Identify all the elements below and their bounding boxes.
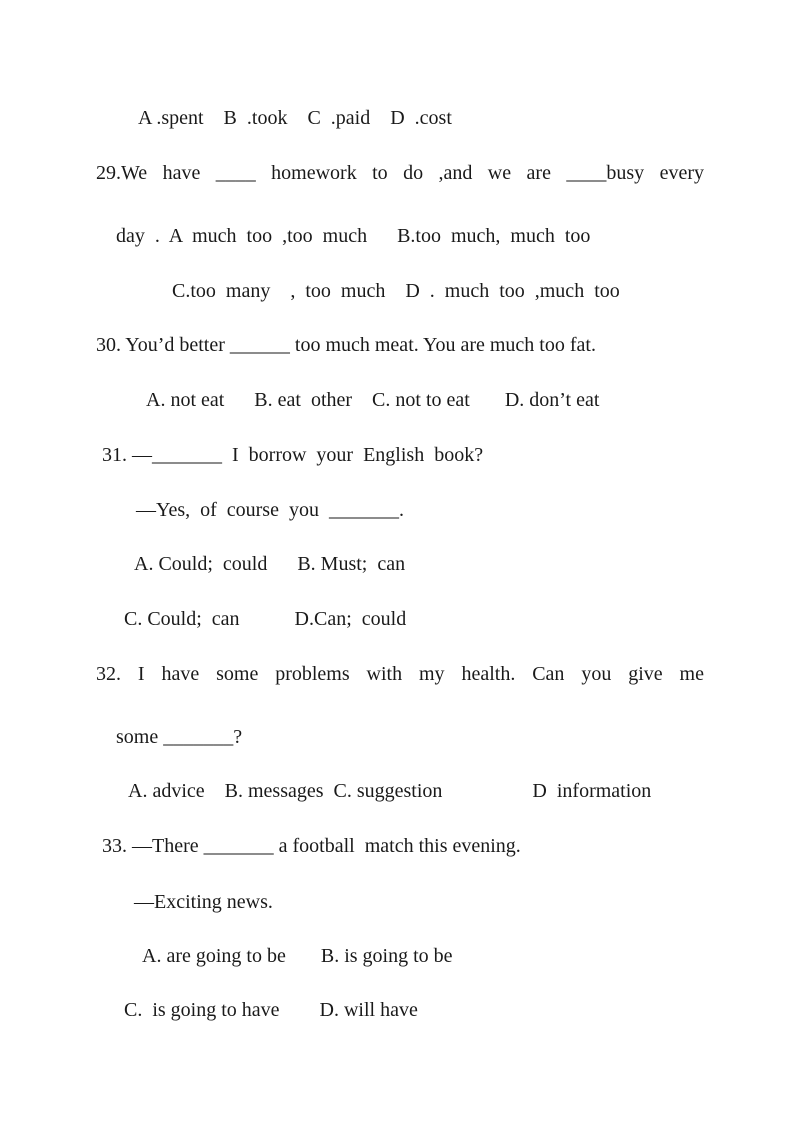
q33-options-line-1: A. are going to be B. is going to be xyxy=(142,945,453,967)
q30-options: A. not eat B. eat other C. not to eat D. don’t eat xyxy=(146,389,600,411)
q32-stem-line-1: 32. I have some problems with my health. Can you give me xyxy=(96,663,704,685)
q30-stem: 30. You’d better ______ too much meat. You are much too fat. xyxy=(96,334,596,356)
q31-stem-line-1: 31. —_______ I borrow your English book? xyxy=(102,444,484,466)
q31-stem-line-2: —Yes, of course you _______. xyxy=(136,499,404,521)
q29-options: C.too many , too much D . much too ,much too xyxy=(172,280,620,302)
q33-stem-line-1: 33. —There _______ a football match this evening. xyxy=(102,835,521,857)
q32-options: A. advice B. messages C. suggestion D information xyxy=(128,780,652,802)
q29-stem-line-1: 29.We have ____ homework to do ,and we are ____busy every xyxy=(96,162,704,184)
q33-options-line-2: C. is going to have D. will have xyxy=(124,999,418,1021)
q28-options: A .spent B .took C .paid D .cost xyxy=(138,107,452,129)
q29-stem-line-2: day . A much too ,too much B.too much, much too xyxy=(116,225,591,247)
q33-stem-line-2: —Exciting news. xyxy=(134,891,273,913)
q32-stem-line-2: some _______? xyxy=(116,726,243,748)
q31-options-line-2: C. Could; can D.Can; could xyxy=(124,608,407,630)
q31-options-line-1: A. Could; could B. Must; can xyxy=(134,553,406,575)
